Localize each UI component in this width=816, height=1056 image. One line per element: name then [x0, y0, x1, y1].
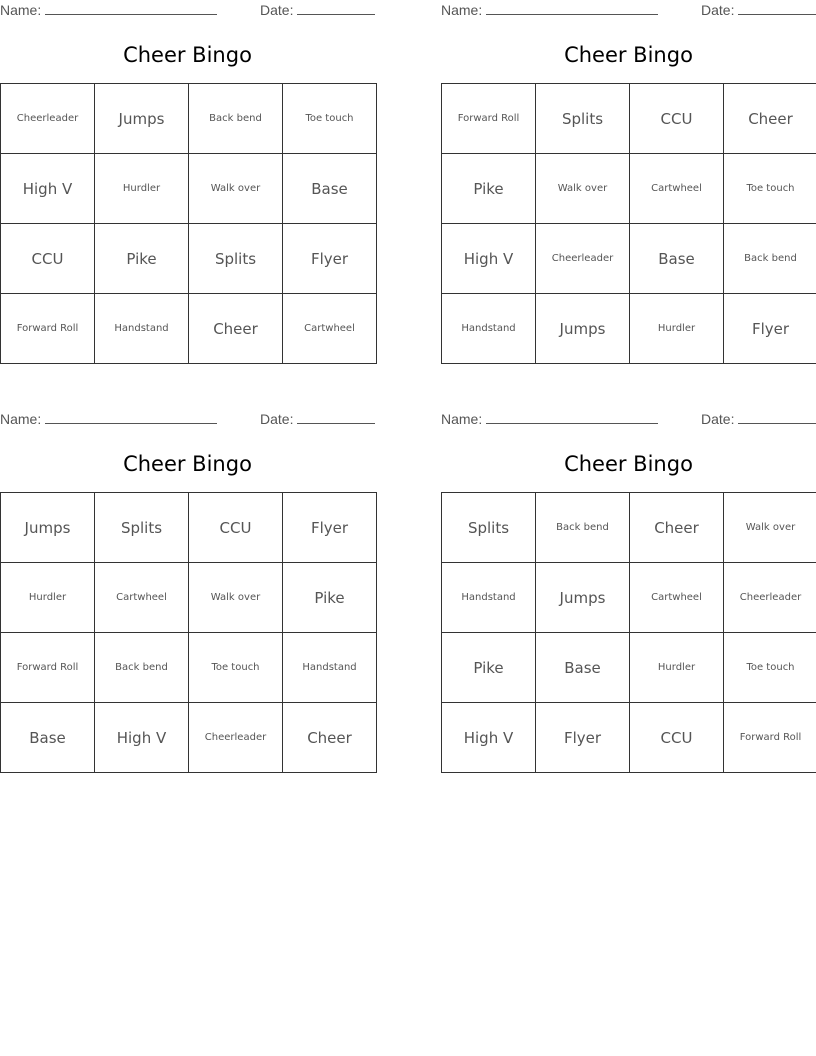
- bingo-cell: Pike: [95, 224, 189, 294]
- bingo-row: [1, 154, 377, 224]
- bingo-row: [1, 563, 377, 633]
- bingo-cell: CCU: [630, 703, 724, 773]
- bingo-row: [442, 224, 816, 294]
- bingo-cell: Flyer: [724, 294, 816, 364]
- bingo-card: [441, 409, 816, 774]
- bingo-cell: Cartwheel: [630, 154, 724, 224]
- date-field: [701, 2, 816, 18]
- bingo-row: [442, 493, 816, 563]
- bingo-cell: Forward Roll: [442, 84, 536, 154]
- bingo-cell: Splits: [536, 84, 630, 154]
- bingo-cell: Back bend: [724, 224, 816, 294]
- bingo-cell: Hurdler: [95, 154, 189, 224]
- bingo-cell: Forward Roll: [1, 294, 95, 364]
- bingo-cell: Toe touch: [283, 84, 377, 154]
- bingo-row: [442, 294, 816, 364]
- bingo-cell: Base: [1, 703, 95, 773]
- bingo-row: [1, 294, 377, 364]
- bingo-cell: Cheer: [630, 493, 724, 563]
- bingo-cell: Base: [536, 633, 630, 703]
- name-field: [0, 411, 217, 427]
- name-blank-line: [486, 411, 658, 424]
- date-field: [701, 411, 816, 427]
- bingo-cell: CCU: [189, 493, 283, 563]
- card-title: Cheer Bingo: [564, 452, 693, 476]
- bingo-cell: High V: [442, 703, 536, 773]
- bingo-cell: High V: [442, 224, 536, 294]
- date-field: [260, 2, 375, 18]
- name-label: Name:: [441, 2, 483, 18]
- bingo-cell: Jumps: [536, 563, 630, 633]
- bingo-cell: High V: [95, 703, 189, 773]
- bingo-cell: Splits: [95, 493, 189, 563]
- bingo-cell: Walk over: [189, 563, 283, 633]
- bingo-cell: Toe touch: [724, 154, 816, 224]
- name-label: Name:: [0, 2, 42, 18]
- bingo-card: [0, 0, 375, 365]
- bingo-cell: Toe touch: [189, 633, 283, 703]
- bingo-grid: [441, 492, 816, 773]
- bingo-cell: Walk over: [189, 154, 283, 224]
- date-blank-line: [738, 411, 816, 424]
- bingo-cell: Walk over: [724, 493, 816, 563]
- name-blank-line: [45, 411, 217, 424]
- bingo-cell: Hurdler: [1, 563, 95, 633]
- bingo-cell: Pike: [442, 154, 536, 224]
- card-header-row: [0, 2, 375, 20]
- name-field: [441, 411, 658, 427]
- name-label: Name:: [441, 411, 483, 427]
- bingo-cell: Handstand: [283, 633, 377, 703]
- bingo-cell: Base: [283, 154, 377, 224]
- bingo-cell: Forward Roll: [1, 633, 95, 703]
- bingo-cell: Splits: [189, 224, 283, 294]
- bingo-cell: Flyer: [283, 493, 377, 563]
- bingo-grid: [0, 492, 377, 773]
- bingo-cell: Handstand: [95, 294, 189, 364]
- bingo-cell: CCU: [630, 84, 724, 154]
- bingo-row: [1, 703, 377, 773]
- name-field: [0, 2, 217, 18]
- bingo-row: [442, 154, 816, 224]
- bingo-cell: Pike: [283, 563, 377, 633]
- bingo-cell: Cheerleader: [1, 84, 95, 154]
- bingo-row: [1, 224, 377, 294]
- bingo-cell: Toe touch: [724, 633, 816, 703]
- bingo-cell: Flyer: [536, 703, 630, 773]
- bingo-cell: Cheer: [724, 84, 816, 154]
- bingo-cell: Cheerleader: [189, 703, 283, 773]
- name-field: [441, 2, 658, 18]
- card-header-row: [441, 411, 816, 429]
- bingo-grid: [0, 83, 377, 364]
- date-label: Date:: [260, 411, 294, 427]
- bingo-cell: Back bend: [189, 84, 283, 154]
- bingo-cell: Base: [630, 224, 724, 294]
- bingo-cell: Forward Roll: [724, 703, 816, 773]
- bingo-cell: High V: [1, 154, 95, 224]
- date-label: Date:: [260, 2, 294, 18]
- bingo-cell: Cheerleader: [724, 563, 816, 633]
- bingo-card: [0, 409, 375, 774]
- bingo-row: [442, 84, 816, 154]
- date-blank-line: [297, 411, 375, 424]
- bingo-card: [441, 0, 816, 365]
- bingo-cell: Hurdler: [630, 294, 724, 364]
- bingo-cell: Cheer: [189, 294, 283, 364]
- bingo-row: [1, 633, 377, 703]
- bingo-cell: Flyer: [283, 224, 377, 294]
- bingo-row: [1, 84, 377, 154]
- bingo-cell: Cartwheel: [95, 563, 189, 633]
- bingo-row: [442, 563, 816, 633]
- bingo-cell: Jumps: [1, 493, 95, 563]
- date-blank-line: [297, 2, 375, 15]
- bingo-cell: CCU: [1, 224, 95, 294]
- card-header-row: [0, 411, 375, 429]
- bingo-cell: Cheerleader: [536, 224, 630, 294]
- bingo-cell: Handstand: [442, 294, 536, 364]
- date-label: Date:: [701, 411, 735, 427]
- bingo-grid: [441, 83, 816, 364]
- bingo-cell: Cheer: [283, 703, 377, 773]
- bingo-cell: Hurdler: [630, 633, 724, 703]
- bingo-row: [1, 493, 377, 563]
- bingo-cell: Cartwheel: [283, 294, 377, 364]
- card-title: Cheer Bingo: [123, 452, 252, 476]
- name-blank-line: [45, 2, 217, 15]
- card-title: Cheer Bingo: [123, 43, 252, 67]
- name-label: Name:: [0, 411, 42, 427]
- card-title: Cheer Bingo: [564, 43, 693, 67]
- bingo-cell: Cartwheel: [630, 563, 724, 633]
- bingo-cell: Back bend: [95, 633, 189, 703]
- bingo-cell: Walk over: [536, 154, 630, 224]
- bingo-row: [442, 703, 816, 773]
- date-label: Date:: [701, 2, 735, 18]
- bingo-row: [442, 633, 816, 703]
- bingo-cell: Jumps: [536, 294, 630, 364]
- bingo-cell: Back bend: [536, 493, 630, 563]
- date-blank-line: [738, 2, 816, 15]
- bingo-cell: Jumps: [95, 84, 189, 154]
- date-field: [260, 411, 375, 427]
- bingo-cell: Pike: [442, 633, 536, 703]
- name-blank-line: [486, 2, 658, 15]
- bingo-cell: Splits: [442, 493, 536, 563]
- card-header-row: [441, 2, 816, 20]
- bingo-cell: Handstand: [442, 563, 536, 633]
